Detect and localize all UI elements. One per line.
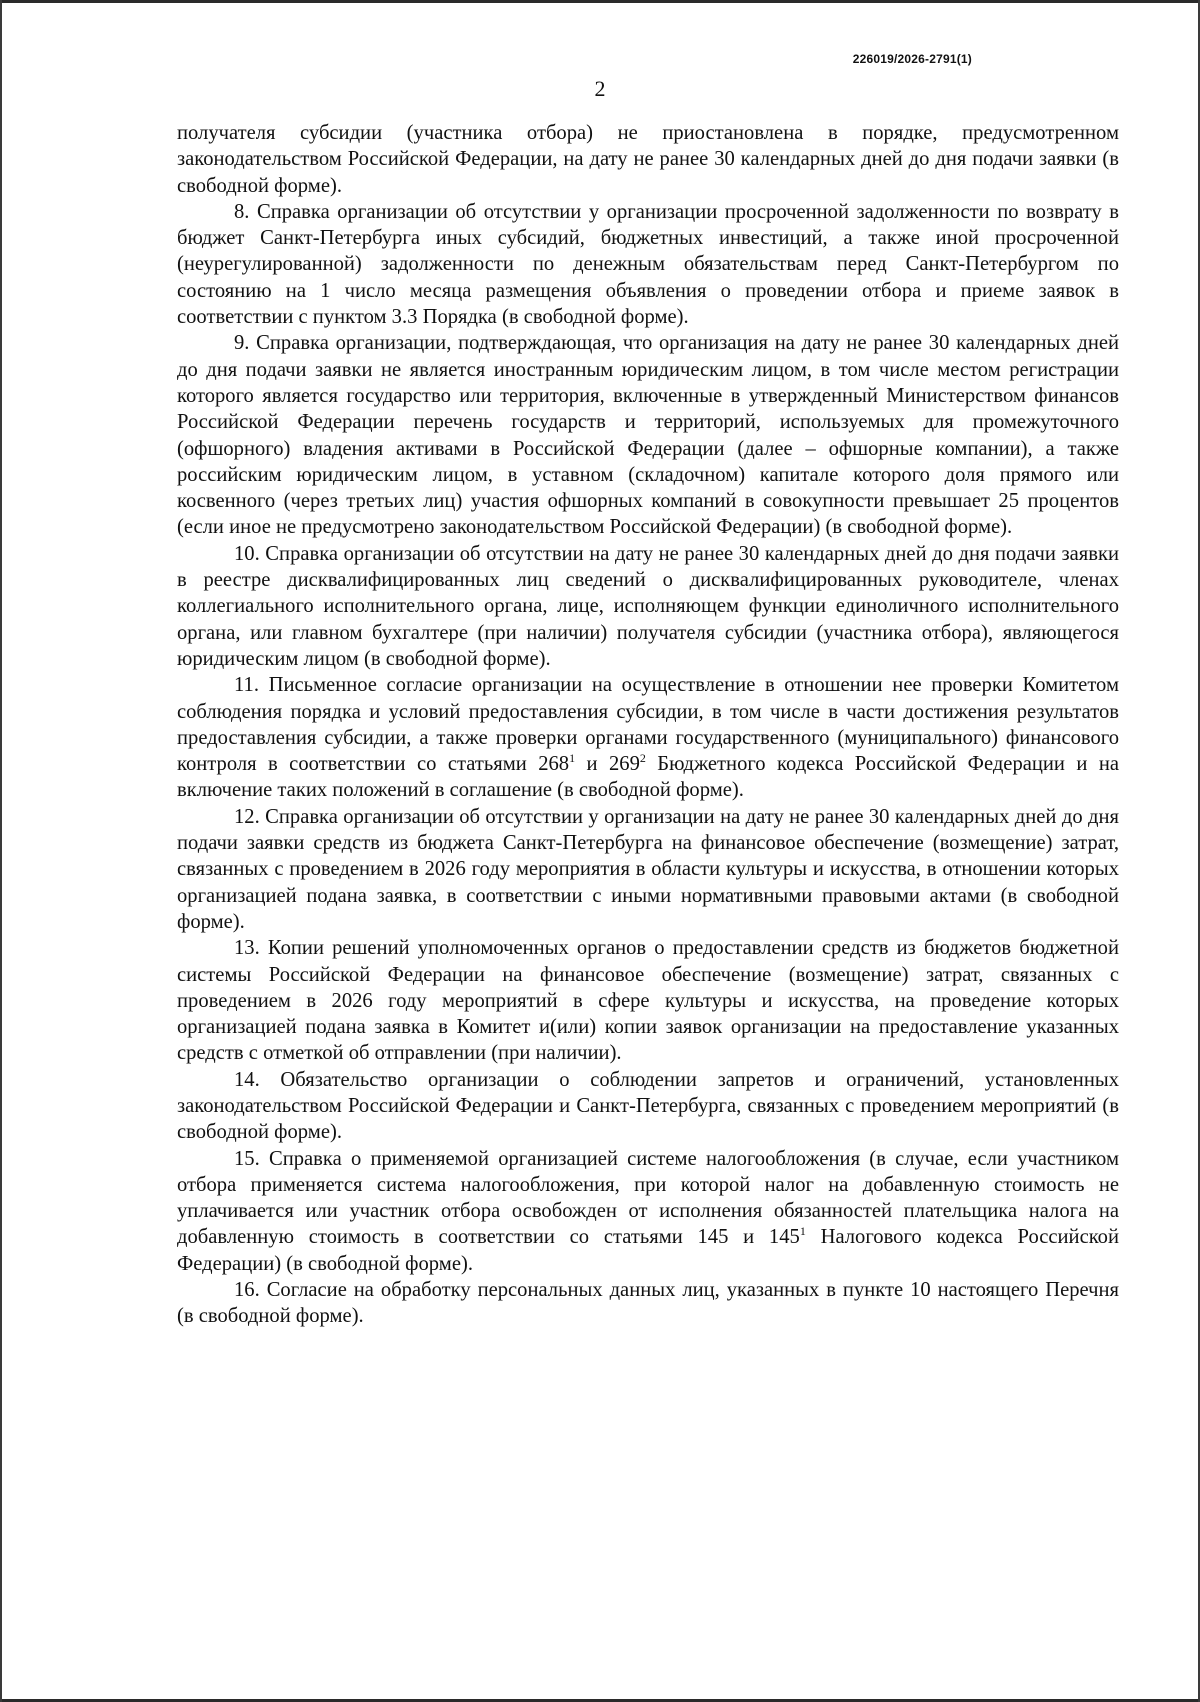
document-body — [177, 120, 1119, 1330]
page-number: 2 — [594, 76, 606, 101]
paragraph-11 — [177, 672, 1119, 803]
superscript-2: 2 — [639, 751, 646, 766]
paragraph-7-continuation: получателя субсидии (участника отбора) не приостановлена в порядке, предусмотренном законодательством Российской Федерации, на дату не ранее 30 календарных дней до дня подачи заявки (в свободной форме). — [177, 122, 1119, 197]
paragraph-14: 14. Обязательство организации о соблюдении запретов и ограничений, установленных законодательством Российской Федерации и Санкт-Петербурга, связанных с проведением мероприятий (в свободной форме). — [177, 1068, 1119, 1144]
paragraph-13: 13. Копии решений уполномоченных органов о предоставлении средств из бюджетов бюджетной системы Российской Федерации на финансовое обеспечение (возмещение) затрат, связанных с проведением в 2026 году мероприятий в сфере культуры и искусства, на проведение которых организацией подана заявка в Комитет и(или) копии заявок организации на предоставление указанных средств с отметкой об отправлении (при наличии). — [177, 937, 1119, 1065]
paragraph-11-text-c: Бюджетного кодекса Российской Федерации и на включение таких положений в соглашение (в свободной форме). — [177, 753, 1119, 802]
paragraph-10: 10. Справка организации об отсутствии на дату не ранее 30 календарных дней до дня подачи заявки в реестре дисквалифицированных лиц сведений о дисквалифицированных руководителе, членах коллегиального исполнительного органа, лице, исполняющем функции единоличного исполнительного органа, или главном бухгалтере (при наличии) получателя субсидии (участника отбора), являющегося юридическим лицом (в свободной форме). — [177, 542, 1119, 670]
document-registration-number: 226019/2026-2791(1) — [852, 52, 972, 66]
paragraph-15-text-b: Налогового кодекса Российской Федерации) (в свободной форме). — [177, 1226, 1119, 1275]
paragraph-12: 12. Справка организации об отсутствии у организации на дату не ранее 30 календарных дней до дня подачи заявки средств из бюджета Санкт-Петербурга на финансовое обеспечение (возмещение) затрат, связанных с проведением в 2026 году мероприятия в области культуры и искусства, в отношении которых организацией подана заявка, в соответствии с иными нормативными правовыми актами (в свободной форме). — [177, 805, 1119, 933]
paragraph-9: 9. Справка организации, подтверждающая, что организация на дату не ранее 30 календарных дней до дня подачи заявки не является иностранным юридическим лицом, в том числе местом регистрации которого является государство или территория, включенные в утвержденный Министерством финансов Российской Федерации перечень государств и территорий, используемых для промежуточного (офшорного) владения активами в Российской Федерации (далее – офшорные компании), а также российским юридическим лицом, в уставном (складочном) капитале которого доля прямого или косвенного (через третьих лиц) участия офшорных компаний в совокупности превышает 25 процентов (если иное не предусмотрено законодательством Российской Федерации) (в свободной форме). — [177, 332, 1119, 539]
paragraph-15-text-a: 15. Справка о применяемой организацией системе налогообложения (в случае, если участником отбора применяется система налогообложения, при которой налог на добавленную стоимость не уплачивается или участник отбора освобожден от исполнения обязанностей плательщика налога на добавленную стоимость в соответствии со статьями 145 и 145 — [177, 1147, 1119, 1249]
paragraph-15 — [177, 1146, 1119, 1277]
superscript-1: 1 — [799, 1224, 806, 1239]
paragraph-16: 16. Согласие на обработку персональных данных лиц, указанных в пункте 10 настоящего Перечня (в свободной форме). — [177, 1279, 1119, 1328]
paragraph-11-text-a: 11. Письменное согласие организации на осуществление в отношении нее проверки Комитетом соблюдения порядка и условий предоставления субсидии, в том числе в части достижения результатов предоставления субсидии, а также проверки органами государственного (муниципального) финансового контроля в соответствии со статьями 268 — [177, 674, 1119, 776]
paragraph-8: 8. Справка организации об отсутствии у организации просроченной задолженности по возврату в бюджет Санкт-Петербурга иных субсидий, бюджетных инвестиций, а также иной просроченной (неурегулированной) задолженности по денежным обязательствам перед Санкт-Петербургом по состоянию на 1 число месяца размещения объявления о проведении отбора и приеме заявок в соответствии с пунктом 3.3 Порядка (в свободной форме). — [177, 200, 1119, 329]
scan-border-left — [0, 0, 2, 1702]
superscript-1: 1 — [569, 751, 576, 766]
paragraph-11-text-b: и 269 — [575, 753, 640, 776]
scan-border-top — [0, 0, 1200, 3]
